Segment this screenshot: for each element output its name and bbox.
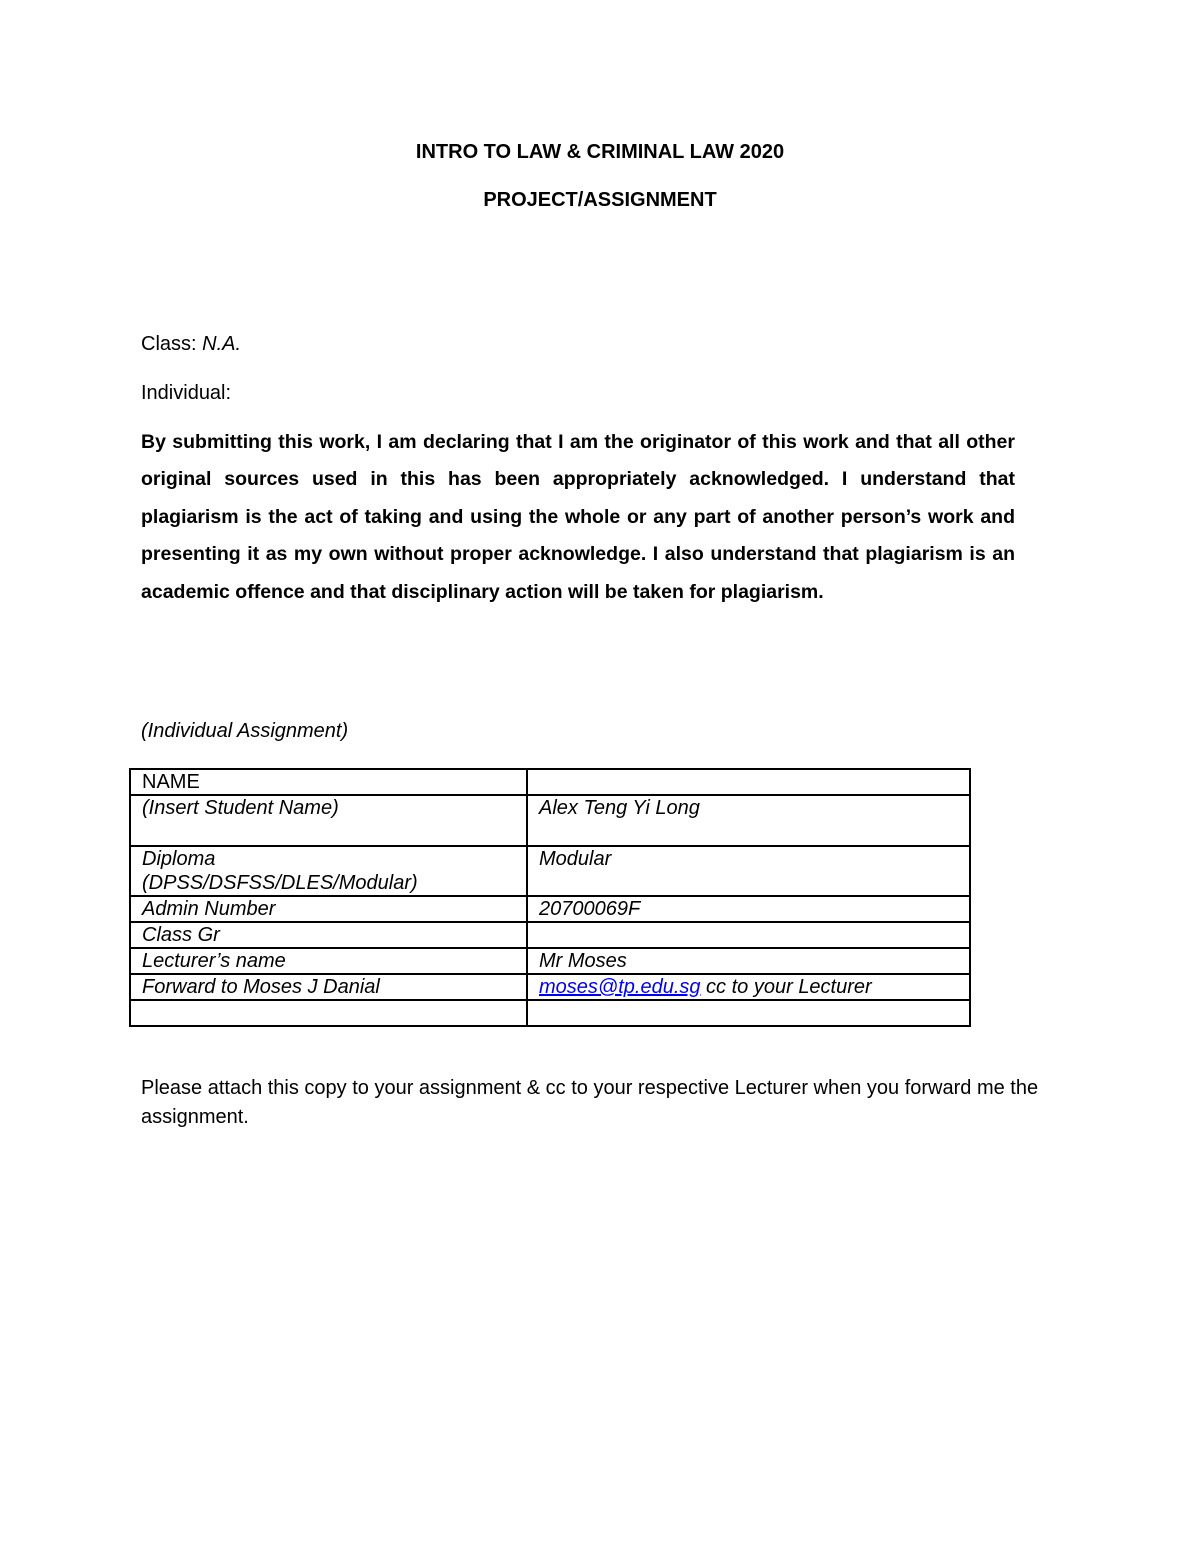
diploma-label-line1: Diploma: [142, 848, 216, 870]
table-row: [130, 795, 970, 846]
student-info-table: [129, 768, 971, 1027]
student-name-label: (Insert Student Name): [130, 795, 527, 846]
assignment-type: (Individual Assignment): [141, 720, 349, 742]
table-row: [130, 896, 970, 922]
table-row: [130, 922, 970, 948]
table-row: [130, 769, 970, 795]
empty-cell: [130, 1000, 527, 1026]
table-row: [130, 974, 970, 1000]
forward-to-label: Forward to Moses J Danial: [130, 974, 527, 1000]
class-line: [141, 333, 241, 356]
class-value: N.A.: [202, 333, 242, 355]
document-title: INTRO TO LAW & CRIMINAL LAW 2020: [415, 141, 785, 163]
plagiarism-declaration: By submitting this work, I am declaring that I am the originator of this work and that all other original sources used in this has been appropriately acknowledged. I understand that plagiarism is the act of taking and using the whole or any part of another person’s work and presenting it as my own without proper acknowledge. I also understand that plagiarism is an academic offence and that disciplinary action will be taken for plagiarism.: [141, 431, 1015, 603]
lecturer-name-label: Lecturer’s name: [130, 948, 527, 974]
table-row: [130, 846, 970, 896]
admin-number-value: 20700069F: [527, 896, 970, 922]
attachment-instruction: Please attach this copy to your assignment & cc to your respective Lecturer when you forward me the assignment.: [141, 1077, 1039, 1128]
email-link[interactable]: moses@tp.edu.sg: [539, 976, 701, 998]
forward-to-value: [527, 974, 970, 1000]
name-header-empty-cell: [527, 769, 970, 795]
class-group-label: Class Gr: [130, 922, 527, 948]
diploma-label: [130, 846, 527, 896]
empty-cell: [527, 1000, 970, 1026]
lecturer-name-value: Mr Moses: [527, 948, 970, 974]
document-subtitle: PROJECT/ASSIGNMENT: [483, 189, 717, 211]
diploma-label-line2: (DPSS/DSFSS/DLES/Modular): [142, 872, 418, 894]
class-label: Class:: [141, 333, 197, 355]
forward-suffix: cc to your Lecturer: [700, 976, 872, 998]
diploma-value: Modular: [527, 846, 970, 896]
name-header-cell: NAME: [130, 769, 527, 795]
individual-label: Individual:: [141, 382, 232, 404]
class-group-value: [527, 922, 970, 948]
table-row: [130, 1000, 970, 1026]
student-name-value: Alex Teng Yi Long: [527, 795, 970, 846]
admin-number-label: Admin Number: [130, 896, 527, 922]
table-row: [130, 948, 970, 974]
